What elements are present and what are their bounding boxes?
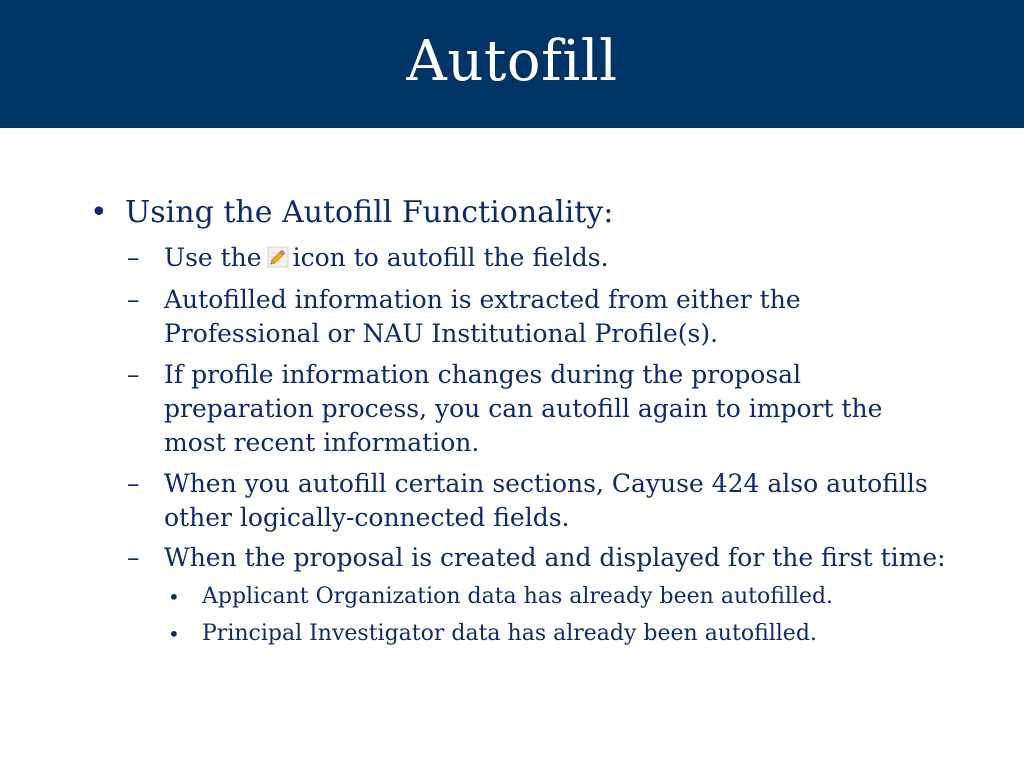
- subbullet-5: [164, 541, 964, 575]
- subbullet-4-line-2: other logically-connected fields.: [164, 503, 570, 532]
- subbullet-2-line-2: Professional or NAU Institutional Profile(s).: [164, 319, 719, 348]
- subbullet-2: [164, 283, 964, 351]
- dash-marker: –: [127, 360, 140, 389]
- subbullet-3-line-1: If profile information changes during the proposal: [164, 360, 802, 389]
- dash-marker: –: [127, 543, 140, 572]
- sub-bullet-dot: •: [168, 622, 180, 646]
- dash-marker: –: [127, 285, 140, 314]
- dash-marker: –: [127, 243, 140, 272]
- main-bullet-text: Using the Autofill Functionality:: [125, 195, 614, 230]
- bullet-dot: •: [90, 195, 108, 230]
- subbullet-1-prefix: Use the: [164, 243, 262, 272]
- subbullet-1-line: [164, 241, 964, 275]
- pencil-icon: [266, 244, 290, 268]
- subbullet-5-item-1: Applicant Organization data has already been autofilled.: [202, 584, 834, 609]
- subbullet-3: [164, 358, 964, 460]
- sub-bullet-dot: •: [168, 585, 180, 609]
- subbullet-3-line-2: preparation process, you can autofill again to import the: [164, 394, 883, 423]
- dash-marker: –: [127, 469, 140, 498]
- subbullet-1: [164, 241, 964, 275]
- subbullet-5-line-1: When the proposal is created and displayed for the first time:: [164, 543, 946, 572]
- subbullet-1-suffix: icon to autofill the fields.: [292, 243, 609, 272]
- subbullet-5-item-2: Principal Investigator data has already been autofilled.: [202, 621, 817, 646]
- subbullet-4: [164, 467, 964, 535]
- subbullet-4-line-1: When you autofill certain sections, Cayuse 424 also autofills: [164, 469, 928, 498]
- subbullet-2-line-1: Autofilled information is extracted from either the: [164, 285, 801, 314]
- slide-title: Autofill: [406, 29, 618, 94]
- subbullet-3-line-3: most recent information.: [164, 428, 480, 457]
